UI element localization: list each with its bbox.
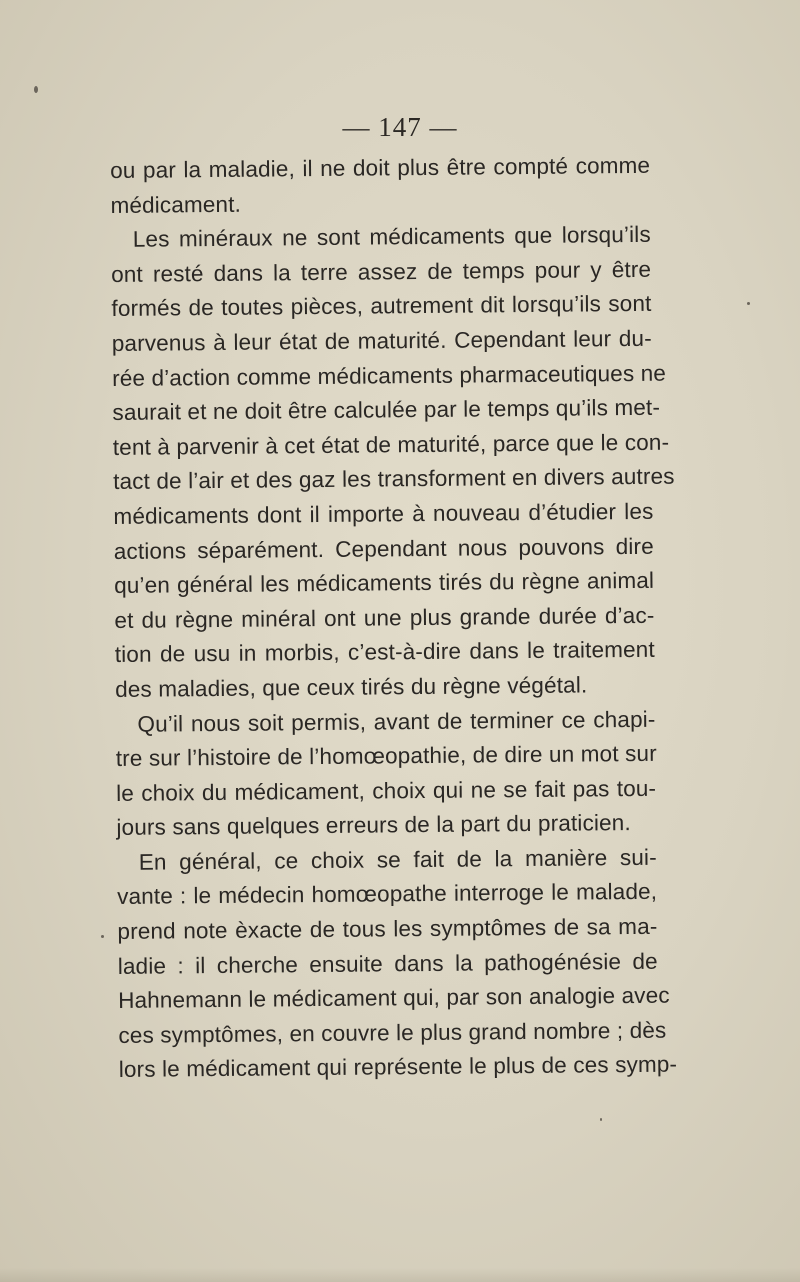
text-line: rée d’action comme médicaments pharmaceutiques ne	[112, 360, 667, 391]
text-line: ladie : il cherche ensuite dans la pathogénésie de	[117, 948, 658, 979]
text-line: tent à parvenir à cet état de maturité, parce que le con-	[112, 429, 670, 460]
ink-speck	[600, 1118, 602, 1121]
text-line: médicaments dont il importe à nouveau d’étudier les	[113, 498, 654, 529]
text-line: Les minéraux ne sont médicaments que lorsqu’ils	[132, 222, 651, 252]
text-line: vante : le médecin homœopathe interroge le malade,	[117, 879, 658, 910]
text-line: tact de l’air et des gaz les transforment en divers autres	[113, 463, 675, 495]
text-line: Qu’il nous soit permis, avant de terminer ce chapi-	[137, 706, 656, 737]
text-line: actions séparément. Cependant nous pouvons dire	[113, 533, 654, 564]
text-line: formés de toutes pièces, autrement dit lorsqu’ils sont	[111, 291, 652, 322]
text-line: des maladies, que ceux tirés du règne végétal.	[115, 672, 588, 702]
text-line: ces symptômes, en couvre le plus grand nombre ; dès	[118, 1017, 667, 1048]
text-line: Hahnemann le médicament qui, par son analogie avec	[118, 982, 670, 1014]
text-line: En général, ce choix se fait de la manière sui-	[138, 844, 657, 875]
page-number: — 147 —	[342, 112, 458, 142]
text-line: tion de usu in morbis, c’est-à-dire dans le traitement	[114, 637, 655, 668]
ink-speck	[34, 86, 38, 93]
text-line: parvenus à leur état de maturité. Cependant leur du-	[111, 325, 652, 356]
text-line: ou par la maladie, il ne doit plus être compté comme	[110, 152, 651, 183]
text-line: lors le médicament qui représente le plus de ces symp-	[118, 1052, 678, 1083]
text-line: saurait et ne doit être calculée par le temps qu’ils met-	[112, 394, 661, 426]
page-edge	[0, 1268, 800, 1282]
text-line: jours sans quelques erreurs de la part du praticien.	[116, 810, 631, 841]
text-line: prend note èxacte de tous les symptômes de sa ma-	[117, 913, 658, 945]
text-line: tre sur l’histoire de l’homœopathie, de dire un mot sur	[115, 740, 657, 772]
ink-speck	[101, 935, 104, 938]
text-line: ont resté dans la terre assez de temps pour y être	[111, 256, 652, 287]
body-text	[110, 149, 678, 1088]
text-line: le choix du médicament, choix qui ne se fait pas tou-	[116, 775, 657, 806]
text-line: et du règne minéral ont une plus grande durée d’ac-	[114, 602, 655, 633]
text-line: qu’en général les médicaments tirés du règne animal	[114, 567, 655, 599]
text-line: médicament.	[110, 191, 242, 218]
ink-speck	[747, 302, 750, 305]
